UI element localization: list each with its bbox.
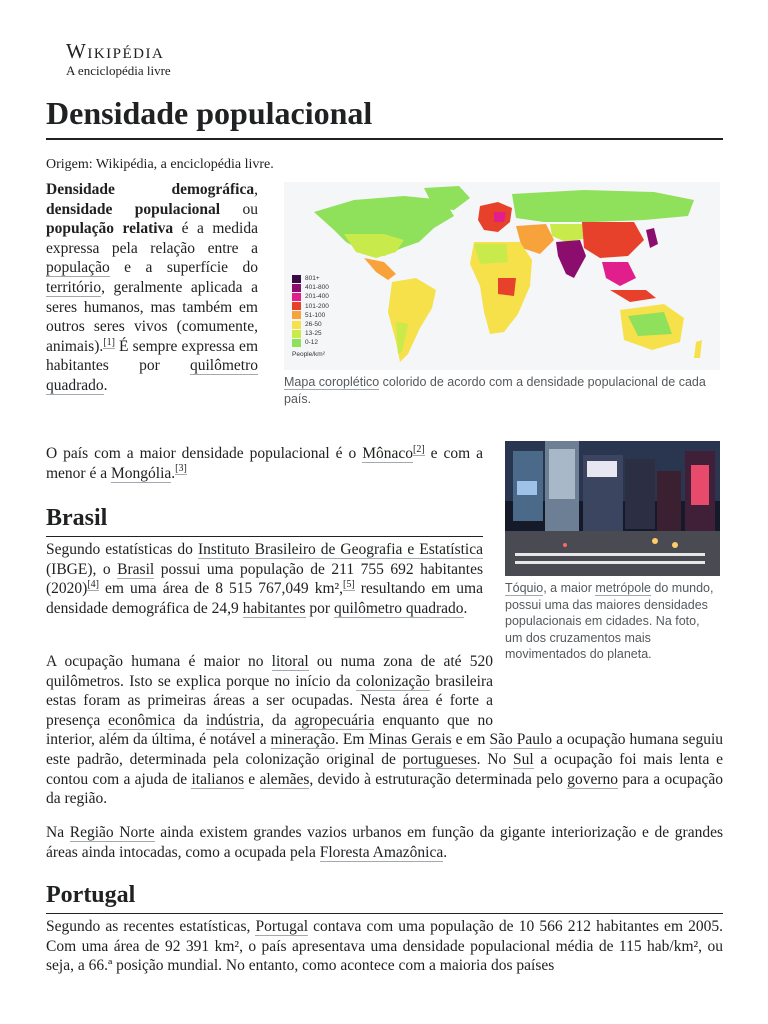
logo-wordmark: Wikipédia: [66, 39, 165, 63]
term-bold: Densidade demográfica: [46, 181, 255, 198]
link-mapa-coropletico[interactable]: Mapa coroplético: [284, 375, 380, 389]
map-figure: [284, 182, 720, 407]
ref-link[interactable]: [1]: [103, 336, 115, 348]
wikipedia-logo[interactable]: [66, 40, 171, 78]
legend-row-6: [292, 320, 329, 329]
float-spacer: [493, 652, 723, 711]
legend-row-4: [292, 302, 329, 311]
text: ou: [220, 200, 259, 218]
legend-label: 0-12: [305, 339, 319, 347]
link-governo[interactable]: governo: [567, 770, 619, 788]
link-sul[interactable]: Sul: [512, 750, 534, 768]
link-colonizacao[interactable]: colonização: [355, 672, 430, 690]
link-monaco[interactable]: Mônaco: [362, 445, 413, 462]
text: O país com a maior densidade populacional é o: [46, 445, 363, 462]
text: para a ocupação da região.: [46, 770, 723, 808]
legend-label: 13-25: [305, 330, 322, 338]
origin-note: Origem: Wikipédia, a enciclopédia livre.: [46, 157, 274, 172]
text: , da: [260, 711, 295, 729]
link-portugal[interactable]: Portugal: [255, 918, 309, 935]
legend-label: 101-200: [305, 302, 329, 310]
page-title: Densidade populacional: [46, 92, 723, 140]
link-populacao[interactable]: população: [46, 259, 110, 277]
text: , geralmente aplicada a seres humanos, mas também em outros seres vivos (comumente, animais).: [46, 278, 258, 355]
legend-row-1: [292, 274, 329, 283]
text: da: [175, 711, 206, 729]
legend-label: 51-100: [305, 311, 326, 319]
legend-swatch: [292, 311, 301, 319]
legend-swatch: [292, 330, 301, 338]
text: ainda existem grandes vazios urbanos em função da gigante interiorização e de grandes áreas ainda intocadas, como a ocupada pela: [46, 824, 724, 861]
link-ibge[interactable]: Instituto Brasileiro de Geografia e Estatística: [197, 541, 483, 558]
text: (IBGE), o: [46, 560, 118, 578]
legend-row-5: [292, 311, 329, 320]
legend-label: 26-50: [305, 321, 322, 329]
legend-row-3: [292, 292, 329, 301]
text: É sempre expressa em habitantes por: [46, 337, 258, 375]
legend-swatch: [292, 321, 301, 329]
text: .: [171, 464, 176, 482]
world-map-image: [284, 182, 720, 370]
portugal-paragraph-1: [46, 917, 723, 976]
ref-link[interactable]: [5]: [343, 579, 355, 591]
text: , devido à estruturação determinada pelo: [309, 770, 568, 788]
legend-unit: People/km²: [292, 350, 325, 358]
text: .: [443, 843, 448, 861]
text: é a medida expressa pela relação entre a: [46, 220, 258, 257]
map-legend: [292, 274, 329, 358]
link-regiao-norte[interactable]: Região Norte: [69, 824, 155, 841]
legend-row-7: [292, 329, 329, 338]
brasil-paragraph-1: [46, 540, 483, 618]
text: por: [305, 599, 334, 617]
text: resultando em uma densidade demográfica de 24,9: [46, 580, 483, 617]
link-mongolia[interactable]: Mongólia: [110, 464, 172, 482]
photo-figure: [505, 441, 720, 663]
text: .: [103, 376, 108, 394]
text: e com a menor é a: [46, 445, 483, 482]
legend-swatch: [292, 302, 301, 310]
legend-swatch: [292, 293, 301, 301]
link-sao-paulo[interactable]: São Paulo: [489, 731, 553, 749]
text: em uma área de 8 515 767,049 km²,: [99, 580, 344, 598]
text: brasileira estas foram as primeiras áreas a ser ocupadas. Nesta área é forte a presença: [46, 672, 493, 729]
text: Na: [46, 824, 70, 841]
legend-swatch: [292, 284, 301, 292]
term-bold: densidade populacional: [46, 200, 221, 218]
legend-label: 801+: [305, 275, 320, 283]
world-density-map[interactable]: [284, 182, 720, 370]
link-minas-gerais[interactable]: Minas Gerais: [368, 731, 452, 749]
link-portugueses[interactable]: portugueses: [402, 750, 477, 768]
term-bold: população relativa: [46, 220, 174, 238]
text: . No: [476, 750, 513, 768]
caption-text: colorido de acordo com a densidade populacional de cada país.: [284, 375, 706, 406]
link-floresta-amazonica[interactable]: Floresta Amazônica: [319, 843, 444, 861]
intro-paragraph: [46, 180, 258, 396]
link-economica[interactable]: econômica: [108, 711, 176, 729]
text: enquanto que no interior, além da última, é notável a: [46, 711, 493, 749]
legend-swatch: [292, 275, 301, 283]
legend-label: 401-800: [305, 284, 329, 292]
logo-tagline: A enciclopédia livre: [66, 63, 171, 78]
text: e: [244, 770, 260, 788]
legend-row-2: [292, 283, 329, 292]
photo-image: [505, 441, 720, 576]
text: e em: [451, 731, 490, 749]
text: ,: [254, 181, 258, 198]
link-litoral[interactable]: litoral: [271, 653, 309, 670]
link-italianos[interactable]: italianos: [191, 770, 244, 788]
link-metropole[interactable]: metrópole: [595, 581, 651, 595]
text: e a superfície do: [109, 259, 258, 277]
brasil-paragraph-3: [46, 823, 723, 862]
legend-row-8: [292, 338, 329, 347]
link-brasil[interactable]: Brasil: [117, 560, 155, 578]
text: Segundo as recentes estatísticas,: [46, 918, 256, 935]
ref-link[interactable]: [2]: [413, 443, 425, 455]
map-caption: [284, 374, 720, 407]
link-alemaes[interactable]: alemães: [259, 770, 310, 788]
link-quilometro-quadrado[interactable]: quilômetro quadrado: [46, 357, 258, 394]
text: Segundo estatísticas do: [46, 541, 198, 558]
ref-link[interactable]: [3]: [175, 463, 187, 475]
text: . Em: [335, 731, 369, 749]
text: a ocupação foi mais lenta e contou com a ajuda de: [46, 750, 723, 788]
section-heading-brasil: Brasil: [46, 503, 483, 537]
caption-text: , a maior: [543, 581, 596, 595]
text: a ocupação humana seguiu este padrão, determinada pela colonização original de: [46, 731, 723, 768]
text: possui uma população de 211 755 692 habitantes (2020): [46, 560, 483, 598]
text: contava com uma população de 10 566 212 habitantes em 2005. Com uma área de 92 391 km², o país apresentava uma densidade populacional média de 115 hab/km², ou seja, a 66.ª posição mundial. No entanto, como acontece com a maioria dos países: [46, 918, 724, 975]
link-industria[interactable]: indústria: [205, 711, 261, 729]
link-toquio[interactable]: Tóquio: [505, 581, 544, 595]
link-territorio[interactable]: território: [46, 278, 102, 296]
legend-label: 201-400: [305, 293, 329, 301]
photo-caption: [505, 580, 720, 663]
monaco-paragraph: [46, 444, 483, 483]
link-habitantes[interactable]: habitantes: [242, 599, 306, 617]
section-heading-portugal: Portugal: [46, 880, 723, 914]
text: .: [463, 599, 468, 617]
tokyo-crossing-photo[interactable]: [505, 441, 720, 576]
caption-text: do mundo, possui uma das maiores densidades populacionais em cidades. Na foto, um dos cruzamentos mais movimentados do planeta.: [505, 581, 714, 661]
link-agropecuaria[interactable]: agropecuária: [294, 711, 375, 729]
ref-link[interactable]: [4]: [87, 579, 99, 591]
link-quilometro-quadrado[interactable]: quilômetro quadrado: [333, 599, 464, 617]
link-mineracao[interactable]: mineração: [270, 731, 336, 749]
legend-swatch: [292, 339, 301, 347]
text: ou numa zona de até 520 quilômetros. Isto se explica porque no início da: [46, 653, 493, 690]
brasil-paragraph-2: [46, 652, 723, 809]
text: A ocupação humana é maior no: [46, 653, 272, 670]
